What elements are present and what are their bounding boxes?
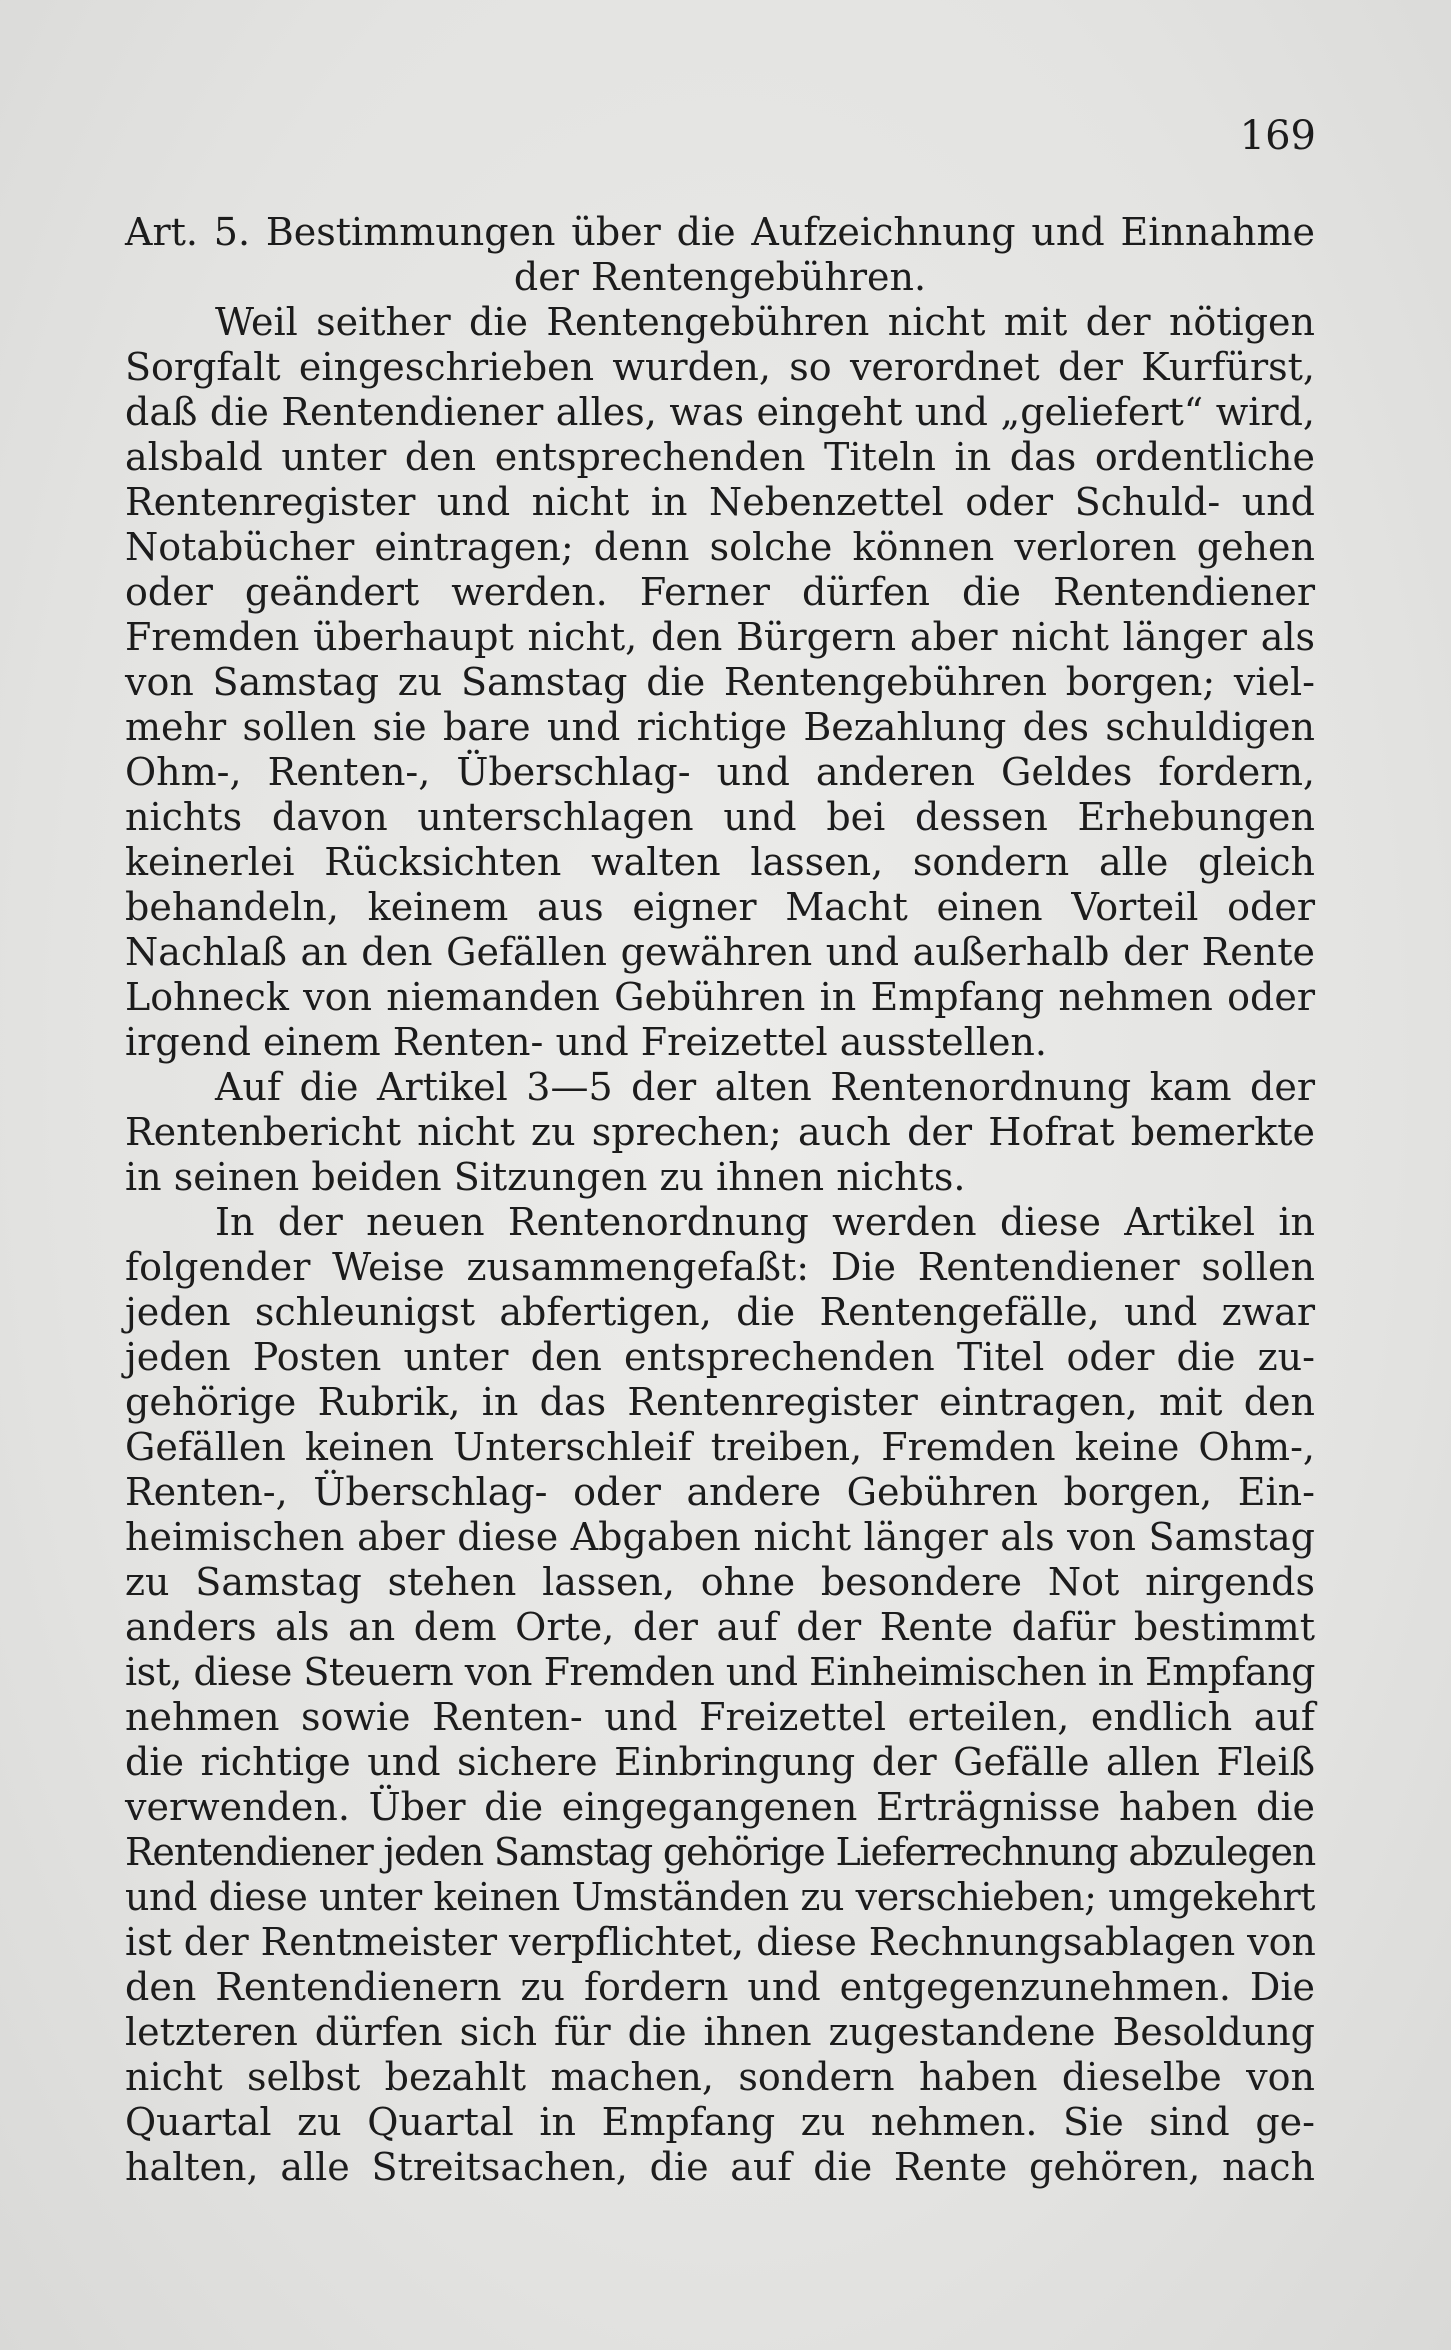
text-line: ist der Rentmeister verpflichtet, diese Rechnungsablagen von	[125, 1920, 1316, 1964]
body-text	[125, 210, 1315, 2190]
text-line: In der neuen Rentenordnung werden diese Artikel in	[215, 1200, 1315, 1244]
text-line: Quartal zu Quartal in Empfang zu nehmen. Sie sind ge-	[125, 2100, 1315, 2144]
text-line: mehr sollen sie bare und richtige Bezahlung des schuldigen	[125, 705, 1315, 749]
text-line: halten, alle Streitsachen, die auf die Rente gehören, nach	[125, 2145, 1315, 2189]
text-line: in seinen beiden Sitzungen zu ihnen nichts.	[125, 1155, 966, 1199]
text-line: zu Samstag stehen lassen, ohne besondere Not nirgends	[125, 1560, 1315, 1604]
text-line: nehmen sowie Renten- und Freizettel erteilen, endlich auf	[125, 1695, 1315, 1739]
text-line: nichts davon unterschlagen und bei dessen Erhebungen	[125, 795, 1315, 839]
text-line: letzteren dürfen sich für die ihnen zugestandene Besoldung	[125, 2010, 1315, 2054]
paragraph-3	[125, 1200, 1315, 2190]
text-line: und diese unter keinen Umständen zu verschieben; umgekehrt	[125, 1875, 1316, 1919]
text-line: Gefällen keinen Unterschleif treiben, Fremden keine Ohm-,	[125, 1425, 1315, 1469]
text-line: alsbald unter den entsprechenden Titeln in das ordentliche	[125, 435, 1315, 479]
text-line: irgend einem Renten- und Freizettel ausstellen.	[125, 1020, 1047, 1064]
article-heading: Art. 5. Bestimmungen über die Aufzeichnung und Einnahme	[125, 210, 1315, 254]
text-line: von Samstag zu Samstag die Rentengebühren borgen; viel-	[125, 660, 1315, 704]
text-line: Ohm-, Renten-, Überschlag- und anderen Geldes fordern,	[125, 750, 1315, 794]
text-line: oder geändert werden. Ferner dürfen die Rentendiener	[125, 570, 1315, 614]
text-line: Auf die Artikel 3—5 der alten Rentenordnung kam der	[215, 1065, 1315, 1109]
text-line: Sorgfalt eingeschrieben wurden, so verordnet der Kurfürst,	[125, 345, 1315, 389]
text-line: Rentendiener jeden Samstag gehörige Lieferrechnung abzulegen	[125, 1830, 1316, 1874]
text-line: Weil seither die Rentengebühren nicht mit der nötigen	[215, 300, 1315, 344]
text-line: Fremden überhaupt nicht, den Bürgern aber nicht länger als	[125, 615, 1315, 659]
text-line: Rentenregister und nicht in Nebenzettel oder Schuld- und	[125, 480, 1315, 524]
text-line: keinerlei Rücksichten walten lassen, sondern alle gleich	[125, 840, 1315, 884]
text-line: jeden Posten unter den entsprechenden Titel oder die zu-	[125, 1335, 1315, 1379]
text-line: Nachlaß an den Gefällen gewähren und außerhalb der Rente	[125, 930, 1315, 974]
text-line: jeden schleunigst abfertigen, die Rentengefälle, und zwar	[125, 1290, 1315, 1334]
text-line: gehörige Rubrik, in das Rentenregister eintragen, mit den	[125, 1380, 1315, 1424]
text-line: die richtige und sichere Einbringung der Gefälle allen Fleiß	[125, 1740, 1315, 1784]
text-line: daß die Rentendiener alles, was eingeht und „geliefert“ wird,	[125, 390, 1315, 434]
text-line: nicht selbst bezahlt machen, sondern haben dieselbe von	[125, 2055, 1315, 2099]
text-line: verwenden. Über die eingegangenen Erträgnisse haben die	[125, 1785, 1315, 1829]
paragraph-1	[125, 300, 1315, 1065]
article-heading-continued: der Rentengebühren.	[513, 255, 927, 299]
text-line: Notabücher eintragen; denn solche können verloren gehen	[125, 525, 1315, 569]
text-line: den Rentendienern zu fordern und entgegenzunehmen. Die	[125, 1965, 1315, 2009]
text-line: anders als an dem Orte, der auf der Rente dafür bestimmt	[125, 1605, 1315, 1649]
text-line: heimischen aber diese Abgaben nicht länger als von Samstag	[125, 1515, 1315, 1559]
text-line: ist, diese Steuern von Fremden und Einheimischen in Empfang	[125, 1650, 1315, 1694]
text-line: Renten-, Überschlag- oder andere Gebühren borgen, Ein-	[125, 1470, 1315, 1514]
text-line: folgender Weise zusammengefaßt: Die Rentendiener sollen	[125, 1245, 1315, 1289]
page-number: 169	[1239, 113, 1316, 159]
text-line: Lohneck von niemanden Gebühren in Empfang nehmen oder	[125, 975, 1315, 1019]
text-line: behandeln, keinem aus eigner Macht einen Vorteil oder	[125, 885, 1315, 929]
text-line: Rentenbericht nicht zu sprechen; auch der Hofrat bemerkte	[125, 1110, 1315, 1154]
paragraph-2	[125, 1065, 1315, 1200]
